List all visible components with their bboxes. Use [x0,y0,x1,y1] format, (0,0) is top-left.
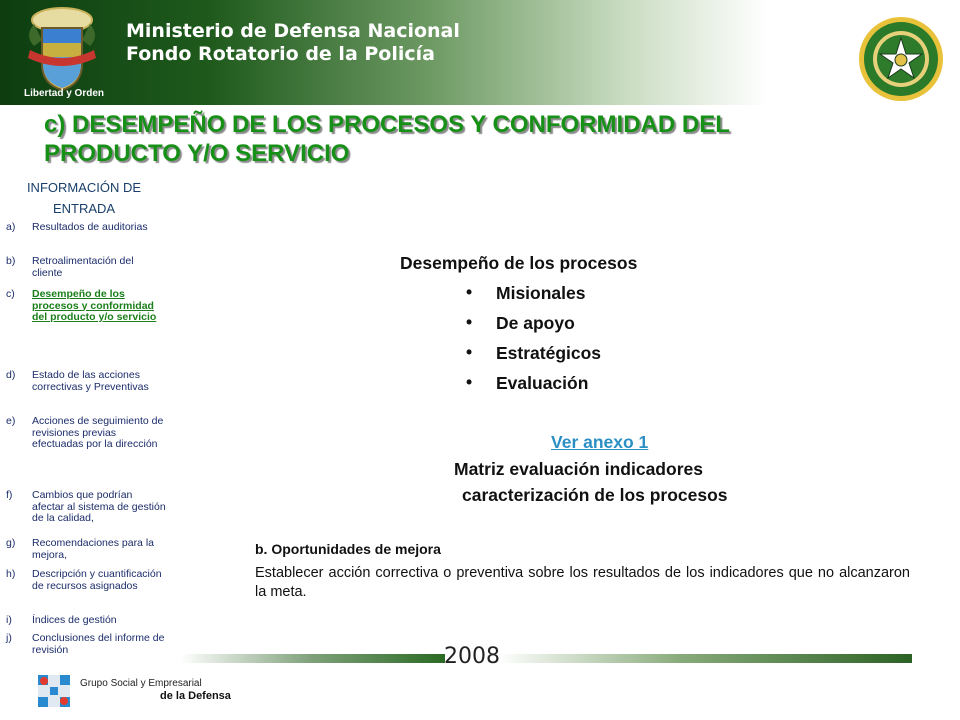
slide-title [44,110,904,168]
sidebar-item-label: Cambios que podrían afectar al sistema de gestión de la calidad, [32,489,166,524]
group-name-line1: Grupo Social y Empresarial [80,678,202,689]
sidebar-heading-line2: ENTRADA [52,201,116,216]
sidebar-heading [4,177,164,219]
sidebar-item-label: Retroalimentación del cliente [32,255,134,279]
bullet-label: Estratégicos [496,343,602,363]
bullet-dot: • [466,342,473,362]
bullet-dot: • [466,282,473,302]
fund-title: Fondo Rotatorio de la Policía [126,43,435,65]
grupo-social-logo-icon [34,671,74,711]
ministry-title: Ministerio de Defensa Nacional [126,20,460,42]
slide-title-line2: PRODUCTO Y/O SERVICIO [44,140,350,167]
sidebar-item-letter: h) [6,568,16,580]
sidebar-item-letter: a) [6,221,16,233]
footer-bar-right [498,654,912,663]
bullet-dot: • [466,372,473,392]
sidebar-item-label: Índices de gestión [32,614,117,626]
footer-bar-left [180,654,445,663]
sidebar-item-letter: e) [6,415,16,427]
sidebar-item-letter: i) [6,614,12,626]
section-title: Desempeño de los procesos [400,253,638,273]
sidebar-item-letter: j) [6,632,12,644]
opportunities-text: Establecer acción correctiva o preventiva sobre los resultados de los indicadores que no alcanzaron la meta. [255,565,910,600]
sidebar-item-letter: c) [6,288,15,300]
sidebar-item-letter: d) [6,369,16,381]
sidebar-item-letter: g) [6,537,16,549]
colombia-coat-of-arms-icon [12,2,112,102]
sidebar-item-label: Resultados de auditorias [32,221,148,233]
year-label: 2008 [444,644,500,669]
header-banner [0,0,960,105]
opportunities-title: b. Oportunidades de mejora [255,541,441,557]
bullet-dot: • [466,312,473,332]
sidebar-item-letter: f) [6,489,13,501]
motto-text: Libertad y Orden [23,88,104,99]
sidebar-heading-line1: INFORMACIÓN DE [26,180,142,195]
matrix-title-line2: caracterización de los procesos [462,485,728,505]
bullet-label: Evaluación [496,373,589,393]
sidebar-item-label: Recomendaciones para la mejora, [32,537,154,561]
sidebar-item-label: Descripción y cuantificación de recursos asignados [32,568,162,592]
bullet-label: De apoyo [496,313,575,333]
slide-title-line1: c) DESEMPEÑO DE LOS PROCESOS Y CONFORMIDAD DEL [44,111,730,138]
annex-link[interactable]: Ver anexo 1 [551,432,649,452]
group-name-line2: de la Defensa [160,690,231,702]
sidebar-item-letter: b) [6,255,16,267]
sidebar-item-label: Conclusiones del informe de revisión [32,632,165,656]
matrix-title-line1: Matriz evaluación indicadores [454,459,703,479]
bullet-label: Misionales [496,283,586,303]
sidebar-item-label: Estado de las acciones correctivas y Preventivas [32,369,149,393]
sidebar-item-label: Acciones de seguimiento de revisiones previas efectuadas por la dirección [32,415,164,450]
police-seal-icon [856,14,946,104]
sidebar-item-label: Desempeño de los procesos y conformidad del producto y/o servicio [32,288,157,323]
